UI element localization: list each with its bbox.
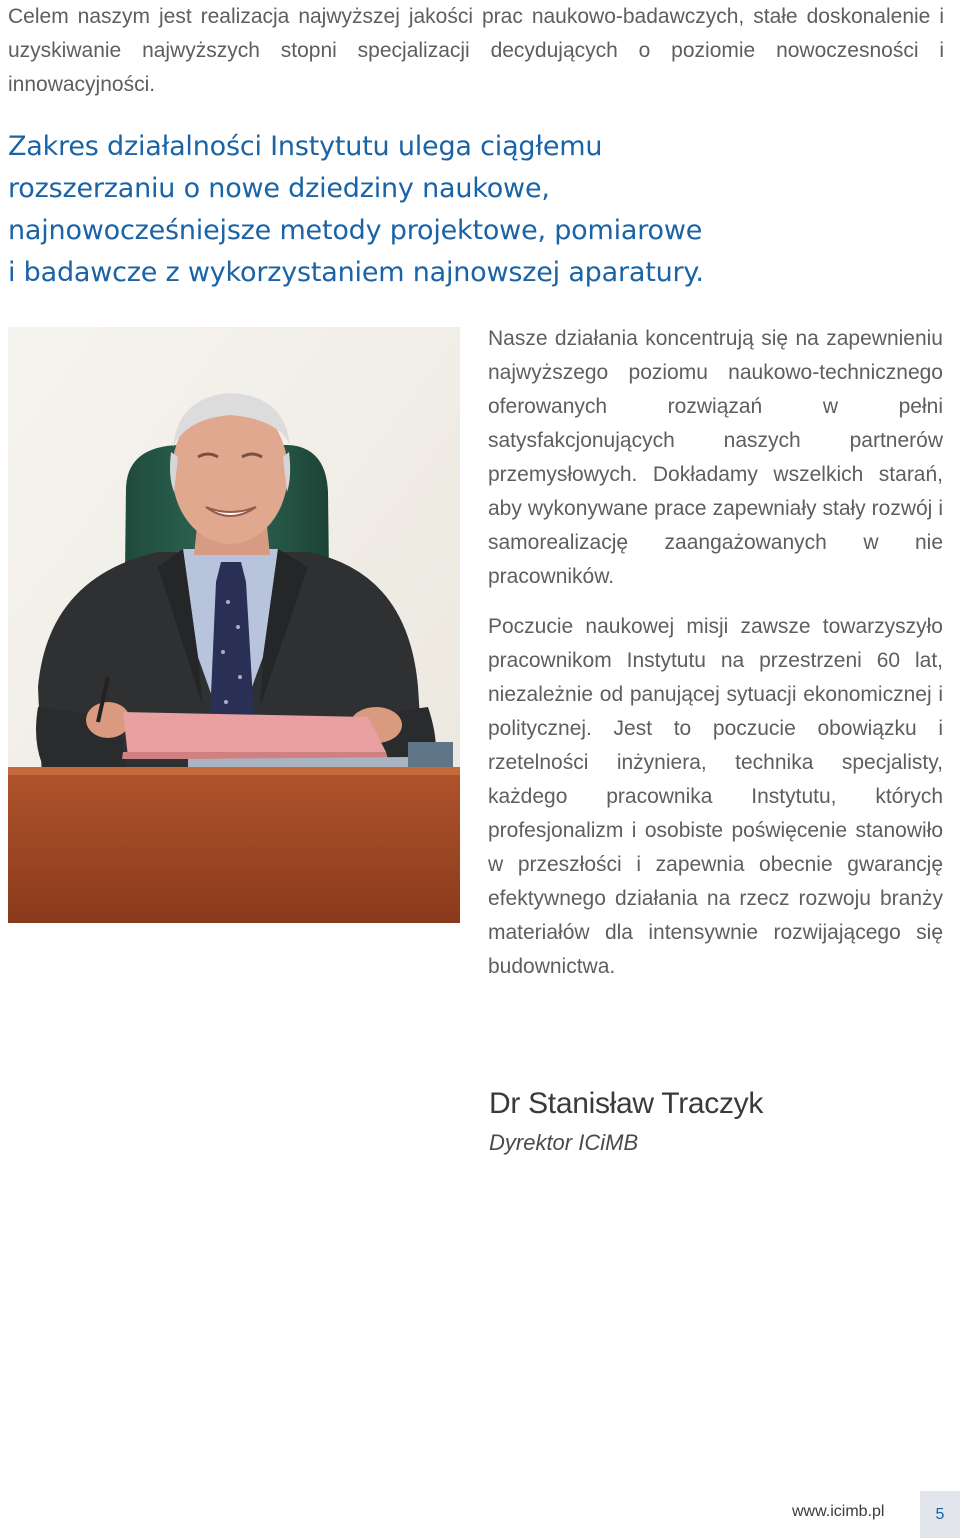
page-number: 5 xyxy=(920,1491,960,1538)
body-column xyxy=(488,322,943,1000)
signature-name: Dr Stanisław Traczyk xyxy=(489,1087,764,1120)
signature-role: Dyrektor ICiMB xyxy=(489,1130,639,1155)
intro-paragraph: Celem naszym jest realizacja najwyższej jakości prac naukowo-badawczych, stałe doskonalenie i uzyskiwanie najwyższych stopni specjalizacji decydujących o poziomie nowoczesności i innowacyjności. xyxy=(8,5,944,96)
body-paragraph-2: Poczucie naukowej misji zawsze towarzyszyło pracownikom Instytutu na przestrzeni 60 lat, niezależnie od panującej sytuacji ekonomicznej i politycznej. Jest to poczucie obowiązku i rzetelności inżyniera, technika specjalisty, każdego pracownika Instytutu, których profesjonalizm i osobiste poświęcenie stanowiło w przeszłości i zapewnia obecnie gwarancję efektywnego działania na rzecz rozwoju branży materiałów dla intensywnie rozwijającego się budownictwa. xyxy=(488,615,943,978)
lead-statement: Zakres działalności Instytutu ulega ciągłemu rozszerzaniu o nowe dziedziny naukowe, najnowocześniejsze metody projektowe, pomiarowe i badawcze z wykorzystaniem najnowszej aparatury. xyxy=(8,131,704,288)
body-paragraph-1: Nasze działania koncentrują się na zapewnieniu najwyższego poziomu naukowo-technicznego oferowanych rozwiązań w pełni satysfakcjonujących naszych partnerów przemysłowych. Dokładamy wszelkich starań, aby wykonywane prace zapewniały stały rozwój i samorealizację zaangażowanych w nie pracowników. xyxy=(488,327,943,588)
director-photo xyxy=(8,327,460,923)
footer-website-link[interactable]: www.icimb.pl xyxy=(792,1503,885,1520)
